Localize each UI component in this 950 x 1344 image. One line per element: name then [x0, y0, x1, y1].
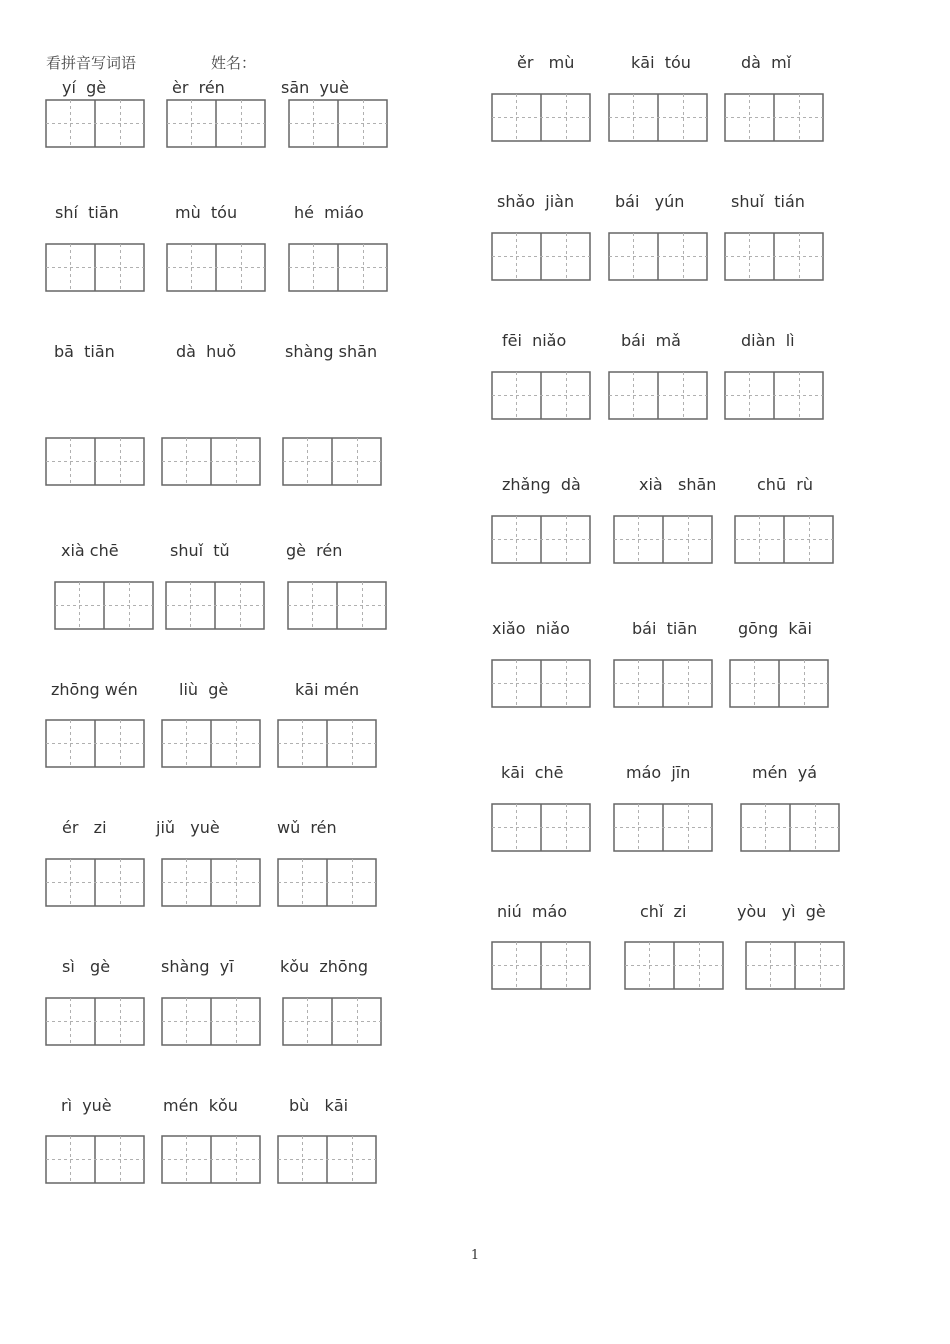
pinyin-label: niú máo — [497, 902, 568, 921]
pinyin-label: jiǔ yuè — [156, 818, 220, 837]
writing-grid[interactable] — [745, 941, 845, 990]
writing-grid[interactable] — [287, 581, 387, 630]
pinyin-label: dà mǐ — [741, 53, 792, 72]
pinyin-label: shí tiān — [55, 203, 119, 222]
pinyin-label: kāi tóu — [631, 53, 691, 72]
pinyin-label: mén kǒu — [163, 1096, 238, 1115]
pinyin-label: èr rén — [172, 78, 225, 97]
pinyin-label: shuǐ tǔ — [170, 541, 230, 560]
writing-grid[interactable] — [45, 1135, 145, 1184]
writing-grid[interactable] — [45, 437, 145, 486]
writing-grid[interactable] — [724, 371, 824, 420]
writing-grid[interactable] — [165, 581, 265, 630]
writing-grid[interactable] — [491, 659, 591, 708]
pinyin-label: xià shān — [639, 475, 717, 494]
writing-grid[interactable] — [724, 232, 824, 281]
writing-grid[interactable] — [288, 99, 388, 148]
pinyin-label: liù gè — [179, 680, 229, 699]
writing-grid[interactable] — [608, 232, 708, 281]
writing-grid[interactable] — [734, 515, 834, 564]
writing-grid[interactable] — [491, 515, 591, 564]
writing-grid[interactable] — [282, 437, 382, 486]
writing-grid[interactable] — [45, 243, 145, 292]
writing-grid[interactable] — [161, 997, 261, 1046]
pinyin-label: hé miáo — [294, 203, 364, 222]
pinyin-label: sì gè — [62, 957, 111, 976]
worksheet-title: 看拼音写词语 — [46, 54, 137, 72]
writing-grid[interactable] — [608, 93, 708, 142]
writing-grid[interactable] — [740, 803, 840, 852]
pinyin-label: chǐ zi — [640, 902, 687, 921]
pinyin-label: bái tiān — [632, 619, 698, 638]
page-number: 1 — [470, 1248, 480, 1263]
writing-grid[interactable] — [45, 99, 145, 148]
writing-grid[interactable] — [491, 232, 591, 281]
pinyin-label: diàn lì — [741, 331, 795, 350]
writing-grid[interactable] — [161, 1135, 261, 1184]
writing-grid[interactable] — [724, 93, 824, 142]
writing-grid[interactable] — [491, 941, 591, 990]
pinyin-label: dà huǒ — [176, 342, 237, 361]
writing-grid[interactable] — [54, 581, 154, 630]
pinyin-label: zhōng wén — [51, 680, 138, 699]
writing-grid[interactable] — [288, 243, 388, 292]
pinyin-label: yòu yì gè — [737, 902, 826, 921]
pinyin-label: yí gè — [62, 78, 107, 97]
pinyin-label: xiǎo niǎo — [492, 619, 570, 638]
writing-grid[interactable] — [729, 659, 829, 708]
writing-grid[interactable] — [613, 803, 713, 852]
pinyin-label: kǒu zhōng — [280, 957, 368, 976]
pinyin-label: sān yuè — [281, 78, 349, 97]
writing-grid[interactable] — [491, 803, 591, 852]
pinyin-label: zhǎng dà — [502, 475, 581, 494]
writing-grid[interactable] — [491, 93, 591, 142]
pinyin-label: fēi niǎo — [502, 331, 567, 350]
writing-grid[interactable] — [624, 941, 724, 990]
writing-grid[interactable] — [277, 858, 377, 907]
writing-grid[interactable] — [166, 99, 266, 148]
pinyin-label: bù kāi — [289, 1096, 349, 1115]
name-label: 姓名： — [211, 54, 257, 72]
pinyin-label: kāi mén — [295, 680, 360, 699]
pinyin-label: xià chē — [61, 541, 119, 560]
pinyin-label: shàng shān — [285, 342, 378, 361]
writing-grid[interactable] — [491, 371, 591, 420]
writing-grid[interactable] — [45, 719, 145, 768]
pinyin-label: bái mǎ — [621, 331, 681, 350]
writing-grid[interactable] — [282, 997, 382, 1046]
pinyin-label: shǎo jiàn — [497, 192, 575, 211]
pinyin-label: máo jīn — [626, 763, 691, 782]
pinyin-label: shàng yī — [161, 957, 234, 976]
pinyin-label: chū rù — [757, 475, 813, 494]
pinyin-label: shuǐ tián — [731, 192, 805, 211]
pinyin-label: ěr mù — [517, 53, 575, 72]
pinyin-label: bā tiān — [54, 342, 115, 361]
pinyin-label: mù tóu — [175, 203, 238, 222]
writing-grid[interactable] — [166, 243, 266, 292]
writing-grid[interactable] — [613, 515, 713, 564]
pinyin-label: kāi chē — [501, 763, 564, 782]
writing-grid[interactable] — [45, 997, 145, 1046]
writing-grid[interactable] — [161, 858, 261, 907]
pinyin-label: bái yún — [615, 192, 685, 211]
writing-grid[interactable] — [277, 1135, 377, 1184]
writing-grid[interactable] — [277, 719, 377, 768]
writing-grid[interactable] — [45, 858, 145, 907]
pinyin-label: rì yuè — [61, 1096, 112, 1115]
pinyin-label: wǔ rén — [277, 818, 337, 837]
pinyin-label: ér zi — [62, 818, 107, 837]
pinyin-label: gōng kāi — [738, 619, 812, 638]
writing-grid[interactable] — [613, 659, 713, 708]
pinyin-label: mén yá — [752, 763, 818, 782]
writing-grid[interactable] — [161, 719, 261, 768]
writing-grid[interactable] — [161, 437, 261, 486]
writing-grid[interactable] — [608, 371, 708, 420]
pinyin-label: gè rén — [286, 541, 343, 560]
